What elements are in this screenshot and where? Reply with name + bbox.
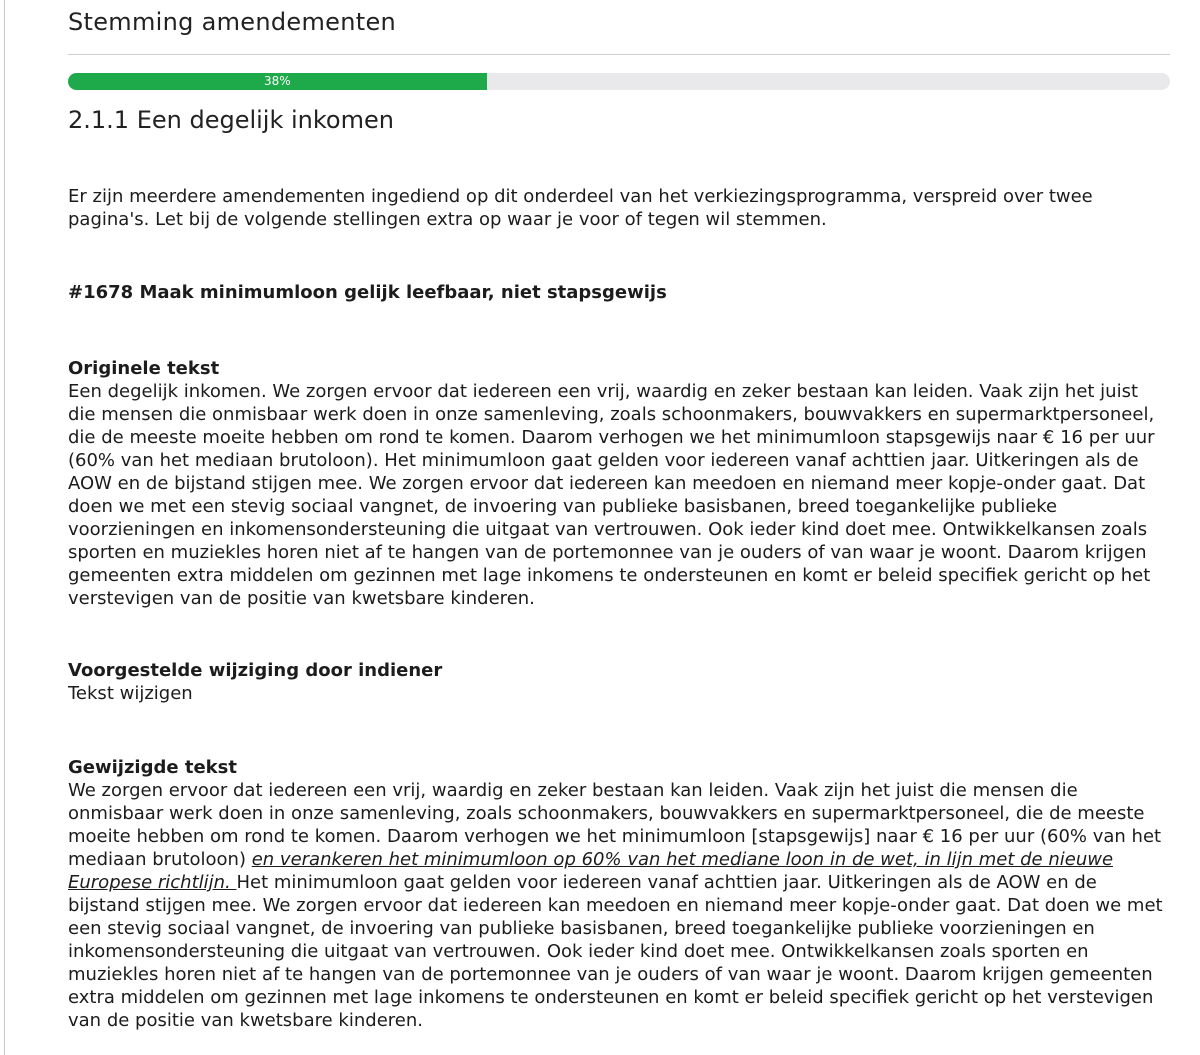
progress-bar [68, 73, 1170, 90]
title-divider [68, 54, 1170, 55]
page-title: Stemming amendementen [68, 8, 397, 36]
changed-text-block [68, 756, 1168, 1032]
changed-text-label: Gewijzigde tekst [68, 757, 237, 778]
left-border [4, 0, 5, 1055]
amendment-heading: #1678 Maak minimumloon gelijk leefbaar, niet stapsgewijs [68, 282, 667, 303]
section-intro: Er zijn meerdere amendementen ingediend op dit onderdeel van het verkiezingsprogramma, verspreid over twee pagina's. Let bij de volgende stellingen extra op waar je voor of tegen wil stemmen. [68, 186, 1093, 230]
changed-text-after: Het minimumloon gaat gelden voor iedereen vanaf achttien jaar. Uitkeringen als de AOW en de bijstand stijgen mee. We zorgen ervoor dat iedereen kan meedoen en niemand meer kopje-onder gaat. Dat doen we met een stevig sociaal vangnet, de invoering van publieke basisbanen, breed toegankelijke publieke voorzieningen en inkomensondersteuning die uitgaat van vertrouwen. Ook ieder kind doet mee. Ontwikkelkansen zoals sporten en muziekles horen niet af te hangen van de portemonnee van je ouders of van waar je woont. Daarom krijgen gemeenten extra middelen om gezinnen met lage inkomens te ondersteunen en komt er beleid specifiek gericht op het verstevigen van de positie van kwetsbare kinderen. [68, 872, 1163, 1031]
original-text-block [68, 357, 1168, 610]
changed-text-before: We zorgen ervoor dat iedereen een vrij, waardig en zeker bestaan kan leiden. Vaak zijn het juist die mensen die onmisbaar werk doen in onze samenleving, zoals schoonmakers, bouwvakkers en supermarktpersoneel, die de meeste moeite hebben om rond te komen. Daarom verhogen we het minimumloon [stapsgewijs] naar € 16 per uur (60% van het mediaan brutoloon) [68, 780, 1162, 870]
changed-text-insertion: en verankeren het minimumloon op 60% van het mediane loon in de wet, in lijn met de nieuwe Europese richtlijn. [68, 849, 1114, 893]
proposed-change-label: Voorgestelde wijziging door indiener [68, 660, 443, 681]
original-text-label: Originele tekst [68, 358, 220, 379]
changed-text [68, 779, 1168, 1032]
proposed-change-block [68, 659, 1168, 705]
proposed-change-text: Tekst wijzigen [68, 683, 193, 704]
original-text: Een degelijk inkomen. We zorgen ervoor dat iedereen een vrij, waardig en zeker bestaan kan leiden. Vaak zijn het juist die mensen die onmisbaar werk doen in onze samenleving, zoals schoonmakers, bouwvakkers en supermarktpersoneel, die de meeste moeite hebben om rond te komen. Daarom verhogen we het minimumloon stapsgewijs naar € 16 per uur (60% van het mediaan brutoloon). Het minimumloon gaat gelden voor iedereen vanaf achttien jaar. Uitkeringen als de AOW en de bijstand stijgen mee. We zorgen ervoor dat iedereen kan meedoen en niemand meer kopje-onder gaat. Dat doen we met een stevig sociaal vangnet, de invoering van publieke basisbanen, breed toegankelijke publieke voorzieningen en inkomensondersteuning die uitgaat van vertrouwen. Ook ieder kind doet mee. Ontwikkelkansen zoals sporten en muziekles horen niet af te hangen van de portemonnee van je ouders of van waar je woont. Daarom krijgen gemeenten extra middelen om gezinnen met lage inkomens te ondersteunen en komt er beleid specifiek gericht op het verstevigen van de positie van kwetsbare kinderen. [68, 381, 1155, 609]
section-title: 2.1.1 Een degelijk inkomen [68, 106, 394, 134]
progress-label: 38% [264, 74, 291, 88]
progress-fill [68, 73, 487, 90]
